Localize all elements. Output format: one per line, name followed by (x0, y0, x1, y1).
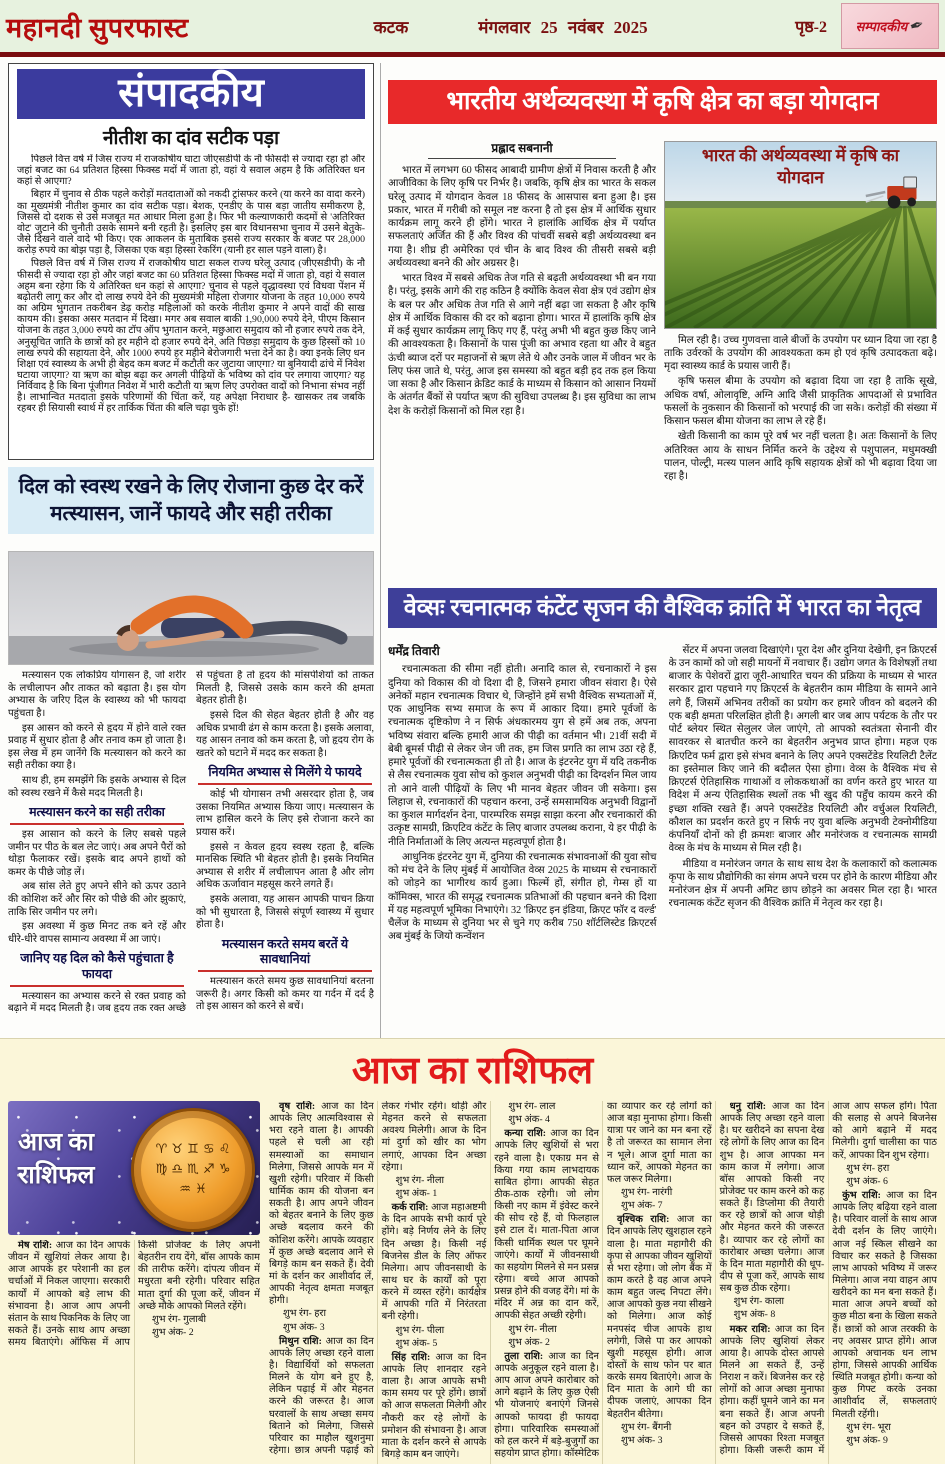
rashi-lucky-color: शुभ रंग- पीला (395, 1324, 445, 1336)
agri-left-text (388, 164, 656, 418)
zodiac-glyphs: ♈ ♉ ♊ ♋ ♌ ♍ ♎ ♏ ♐ ♑ ♒ ♓ (155, 1141, 231, 1198)
yoga-regular-benefit (196, 789, 374, 932)
agri-left-column (388, 141, 656, 581)
rashi-text (382, 1202, 487, 1323)
waves-article (388, 588, 937, 1039)
waves-paragraph: मीडिया व मनोरंजन जगत के साथ साथ देश के कलाकारों को कलात्मक कृपा के साथ प्रौद्योगिकी का संगम अपने चरम पर होने के कारण मीडिया और मनोरंजन क्षेत्र में अपनी अमिट छाप छोड़ने का अवसर मिल रहा है। भारत रचनात्मक कंटेंट सृजन की वैश्विक क्रांति में नेतृत्व कर रहा है। (668, 858, 937, 910)
yoga-subhead-heart: जानिए यह दिल को कैसे पहुंचाता है फायदा (10, 951, 184, 987)
rashi-lucky-color: शुभ रंग- लाल (508, 1101, 556, 1112)
waves-paragraph: सेंटर में अपना जलवा दिखाएंगे। पूरा देश और दुनिया देखेगी, इन क्रिएटर्स के उन कामों को जो सही मायनों में नवाचार हैं। उद्योग जगत के विशेषज्ञों तथा बाजार के पेशेवरों द्वारा जूरी-आधारित चयन की प्रक्रिया के माध्यम से भारत सरकार द्वारा पहचाने गए क्रिएटर्स के बेहतरीन काम मीडिया के सामने आने लगे हैं, जिसमें अभिनव तरीकों का प्रयोग कर हमारे जीवन को बदलने की एक बड़ी क्षमता परिलक्षित होती है। अगली बार जब आप पर्यटक के तौर पर पोर्ट ब्लेयर स्थित सेलुलर जेल जाएंगे, तो आपको स्वतंत्रता सेनानी वीर सावरकर से बातचीत करने का बेहतरीन अनुभव प्राप्त होगा। महज एक क्रिएटिव फर्म द्वारा इसे संभव बनाने के लिए अपने एक्सटेंडेड रियलिटी टैलेंट का इस्तेमाल किए जाने की बदौलत ऐसा होगा। वेव्स के वैश्विक मंच से क्रिएटर्स ऐतिहासिक गाथाओं व लोककथाओं का वर्णन करते हुए भारत या विदेश में अन्य ऐतिहासिक स्थलों तक भी खुद की पहुँच कायम करने की इच्छा शक्ति रखते हैं। अपने एक्सटेंडेड रियलिटी और वर्चुअल रियलिटी, कौशल का प्रदर्शन करते हुए न सिर्फ नए युवा बल्कि अनुभवी टेक्नोमीडिया कंपनियाँ दोनों को ही क्रमशः बाजार और मनोरंजक व रचनात्मक सामग्री वेव्स के मंच के माध्यम से मिल रही है। (668, 644, 937, 855)
rashi-sign: वृष राशि: (279, 1101, 316, 1112)
zodiac-wheel-icon (131, 1108, 255, 1232)
agriculture-article (388, 80, 937, 581)
masthead-dateline: मंगलवार 25 नवंबर 2025 (478, 17, 648, 37)
rashi-lucky-number: शुभ अंक- 6 (846, 1175, 888, 1187)
agri-paragraph: भारत विश्व में सबसे अधिक तेज गति से बढ़ती अर्थव्यवस्था भी बन गया है। परंतु, इसके आगे की राह कठिन है क्योंकि केवल सेवा क्षेत्र एवं उद्योग क्षेत्र के बल पर और अधिक तेज गति से आगे नहीं बढ़ा जा सकता है और कृषि क्षेत्र में आर्थिक विकास की दर को बढ़ाना होगा। भारत में हालांकि कृषि क्षेत्र में कई सुधार कार्यक्रम लागू किए गए हैं, परंतु अभी भी बहुत कुछ किए जाने की आवश्यकता है। किसानों के पास पूंजी का अभाव रहता था और वे बहुत ऊंची ब्याज दरों पर महाजनों से ऋण लेते थे और उनके जाल में जीवन भर के लिए फंस जाते थे, परंतु, आज इस समस्या को बहुत बड़ी हद तक हल किया जा सका है और किसान क्रेडिट कार्ड के माध्यम से किसान को आसान नियमों के अंतर्गत बैंकों से पर्याप्त ऋण की सुविधा उपलब्ध है। इस सुविधा का लाभ देश के करोड़ों किसानों को मिल रहा है। (388, 273, 656, 417)
corner-badge-label: सम्पादकीय (855, 19, 908, 34)
agri-body (388, 141, 937, 581)
rashi-lucky-number: शुभ अंक- 2 (152, 1326, 194, 1338)
rashi-body: आज का दिन आपके लिए शानदार रहने वाला है। आज आपके सभी काम समय पर पूरे होंगे। छात्रों को आज सफलता मिलेगी और नौकरी कर रहे लोगों के प्रमोशन की संभावना है। आज माता के दर्शन करने से आपके बिगड़े काम बन जाएंगे। (381, 1351, 487, 1460)
editorial-body (17, 154, 365, 442)
rashi-text (269, 1101, 374, 1307)
waves-paragraph: रचनात्मकता की सीमा नहीं होती। अनादि काल से, रचनाकारों ने इस दुनिया को विकास की वो दिशा दी है, जिसने हमारा जीवन संवारा है। ऐसे अनेकों महान रचनात्मक विचार थे, जिन्होंने हमें सभी वैश्विक सभ्यताओं में, एक आधुनिक सभ्य समाज के रूप में आकार दिया। हमारे पूर्वजों के रचनात्मक दृष्टिकोण ने न सिर्फ अंधकारमय युग से हमें अब तक, अपना भविष्य संवारा बल्कि हमारी आज की पीढ़ी का वर्तमान भी। 21वीं सदी में बेबी बूमर्स पीढ़ी से लेकर जेन जी तक, हम जिस प्रगति का लाभ उठा रहे हैं, हमारे पूर्वजों की रचनात्मकता ही तो है। आज के इंटरनेट युग में यदि तकनीक से लैस रचनात्मक युवा सोच को कुशल अनुभवी पीढ़ी का दिग्दर्शन मिल जाय तो आने वाली पीढ़ियों के लिए भी मानव बेहतर जीवन जी सकेगा। इस लिहाज से, रचनाकारों की पहचान करना, उन्हें समसामयिक अनुभवी विद्वानों का कुशल मार्गदर्शन देना, पारम्परिक समझ साझा करना और रचनाकारों की उत्कृष्ट सामग्री, क्रिएटिव कंटेंट के लिए बाजार उपलब्ध कराना, ये हर पीढ़ी के नीति निर्माताओं के लिए अत्यन्त महत्वपूर्ण होता है। (388, 664, 657, 848)
rashi-body: आज का दिन आपके लिए अच्छा रहने वाला है। घर खरीदने का सपना देख रहे लोगों के लिए आज का दिन शुभ है। आज आपका मन काम काज में लगेगा। आज बॉस आपको किसी नए प्रोजेक्ट पर काम करने को कह सकते हैं। डिप्लोमा की तैयारी कर रहे छात्रों को आज थोड़ी और मेहनत करने की जरूरत है। व्यापार कर रहे लोगों का कारोबार अच्छा चलेगा। आज के दिन माता महागौरी की धूप-दीप से पूजा करें, आपके साथ सब कुछ ठीक रहेगा। (719, 1101, 825, 1295)
rashi-entry (382, 1202, 487, 1350)
yoga-paragraph: मत्स्यासन का अभ्यास करने से रक्त प्रवाह को बढ़ाने में मदद मिलती है। जब हृदय तक रक्त अच्छे से पहुंचता है तो हृदय की मांसपेशियों को ताकत मिलती है, जिससे उसके काम करने की क्षमता बेहतर होती है। (8, 670, 374, 1015)
rashi-body: आज का दिन आपके लिए खुशहाल रहने वाला है। माता महागौरी की कृपा से आपका जीवन खुशियों से भरा रहेगा। जो लोग बैंक में काम करते है वह आज अपने काम बहुत जल्द निपटा लेंगे। आज आपको कुछ नया सीखने को मिलेगा। आज कोई मनपसंद चीज आपके हाथ लगेगी, जिसे पा कर आपको खुशी महसूस होगी। आज दोस्तों के साथ फोन पर बात करके समय बिताएंगे। आज के दिन माता के आगे घी का दीपक जलाएं, आपका दिन बेहतरीन बीतेगा। (606, 1214, 712, 1420)
horoscope-image-title-line1: आज का (18, 1129, 95, 1156)
rashi-entry (720, 1101, 825, 1322)
paper-name: महानदी सुपरफास्ट (6, 12, 189, 43)
yoga-paragraph: अब सांस लेते हुए अपने सीने को ऊपर उठाने की कोशिश करें और सिर को पीछे की ओर झुकाएं, ताकि सिर जमीन पर लगे। (8, 881, 186, 918)
yoga-paragraph: इससे दिल की सेहत बेहतर होती है और वह अधिक प्रभावी ढंग से काम करता है। इसके अलावा, यह आसन तनाव को कम करता है, जो हृदय रोग के खतरे को घटाने में मदद कर सकता है। (196, 710, 374, 759)
yoga-paragraph: इससे न केवल हृदय स्वस्थ रहता है, बल्कि मानसिक स्थिति भी बेहतर होती है। इसके नियमित अभ्यास से शरीर में लचीलापन आता है और लोग अधिक ऊर्जावान महसूस करने लगते हैं। (196, 841, 374, 891)
yoga-intro (8, 670, 186, 800)
editorial-section-banner (17, 69, 365, 119)
yoga-pose-image (8, 551, 374, 665)
rashi-lucky-number: शुभ अंक- 1 (395, 1187, 438, 1199)
farm-image-caption: भारत की अर्थव्यवस्था में कृषि का योगदान (701, 145, 900, 187)
rashi-lucky-color: शुभ रंग- भूरा (846, 1421, 891, 1433)
horoscope-left-column (8, 1101, 260, 1464)
quill-icon: ✒ (907, 14, 927, 37)
masthead-page-number: पृष्ठ-2 (795, 19, 827, 36)
horoscope-first-entry (8, 1240, 260, 1464)
right-column (380, 63, 937, 1038)
rashi-sign: मकर राशि: (729, 1323, 771, 1335)
waves-paragraph: आधुनिक इंटरनेट युग में, दुनिया की रचनात्मक संभावनाओं की युवा सोच को मंच देने के लिए मुंबई में आयोजित वेव्स 2025 के माध्यम से रचनाकारों को जोड़ने का भागीरथ कार्य हुआ। फिल्में हों, संगीत हो, गेम्स हों या कॉमिक्स, भारत की समृद्ध रचनात्मक प्रतिभाओं की पहचान बनने की दिशा में यह महत्वपूर्ण भूमिका निभाएंगे। 32 'क्रिएट इन इंडिया, क्रिएट फॉर द वर्ल्ड' चैलेंज के माध्यम से दुनिया भर से चुने गए करीब 750 शॉर्टलिस्टेड क्रिएटर्स अब मुंबई के जियो कन्वेंशन (388, 851, 657, 943)
yoga-paragraph: मत्स्यासन करते समय कुछ सावधानियां बरतना जरूरी है। अगर किसी को कमर या गर्दन में दर्द है तो इस आसन को करने से बचें। (196, 976, 374, 1013)
rashi-text (494, 1128, 599, 1322)
rashi-sign: कन्या राशि: (504, 1128, 547, 1140)
rashi-text (382, 1352, 487, 1461)
editorial-paragraph: पिछले वित्त वर्ष में जिस राज्य में राजकोषीय घाटा जीएसडीपी के नौ फीसदी से ज्यादा रहा हो और जहां बजट का 64 प्रतिशत हिस्सा फिक्स्ड मदों में जाता हो, वहां ये सवाल अहम है कि अतिरिक्त धन कहां से आएगा? (17, 154, 365, 188)
rashi-lucky-number: शुभ अंक- 3 (620, 1434, 663, 1446)
waves-byline: धर्मेंद्र तिवारी (388, 643, 440, 658)
rashi-sign: तुला राशि: (504, 1350, 544, 1362)
yoga-headline: दिल को स्वस्थ रखने के लिए रोजाना कुछ देर करें मत्स्यासन, जानें फायदे और सही तरीका (8, 467, 374, 534)
horoscope-section (0, 1038, 945, 1464)
rashi-body: आज का दिन आपके लिए आत्मविश्वास से भरा रहने वाला है। आपकी पहले से चली आ रही समस्याओं का समाधान मिलेगा, जिससे आपके मन में खुशी रहेगी। परिवार में किसी धार्मिक काम की योजना बन सकती है। आप अपने जीवन को बेहतर बनाने के लिए कुछ अच्छे बदलाव करने की कोशिश करेंगे। आपके व्यवहार में कुछ अच्छे बदलाव आने से बिगड़े काम बन सकते हैं। देवी मां के दर्शन कर आशीर्वाद लें, आपकी नेतृत्व क्षमता मजबूत होगी। (269, 1101, 374, 1307)
rashi-lucky-color: शुभ रंग- गुलाबी (152, 1313, 207, 1325)
rashi-body: आज महाअष्टमी के दिन आपके सभी कार्य पूरे होंगे। बड़े निर्णय लेने के लिए दिन अच्छा है। किसी नई बिजनेस डील के लिए ऑफर मिलेगा। आप जीवनसाथी के साथ घर के कार्यों को पूरा करने में व्यस्त रहेंगे। कार्यक्षेत्र में आपकी गति में निरंतरता बनी रहेगी। (381, 1202, 487, 1323)
rashi-entry (494, 1128, 599, 1349)
yoga-article (8, 467, 374, 1028)
yoga-paragraph: मत्स्यासन एक लोकप्रिय योगासन है, जो शरीर के लचीलापन और ताकत को बढ़ाता है। इस योग अभ्यास के जरिए दिल के स्वास्थ्य को भी फायदा पहुंचता है। (8, 670, 186, 720)
main-content (0, 57, 945, 1038)
rashi-entry (832, 1190, 937, 1447)
yoga-paragraph: इस आसन को करने से हृदय में होने वाले रक्त प्रवाह में सुधार होता है और तनाव कम हो जाता है। इस लेख में हम जानेंगे कि मत्स्यासन को करने का सही तरीका क्या है। (8, 722, 186, 772)
horoscope-image-title (18, 1127, 94, 1192)
rashi-sign: कर्क राशि: (391, 1202, 429, 1214)
waves-column-2 (669, 644, 938, 1038)
agri-right-text (664, 334, 937, 576)
rashi-lucky-color: शुभ रंग- हरा (283, 1308, 326, 1320)
rashi-text (607, 1214, 712, 1420)
horoscope-entries (269, 1101, 937, 1464)
editorial-corner-badge (841, 3, 939, 49)
rashi-sign: धनु राशि: (729, 1101, 767, 1112)
yoga-paragraph: इस आसान को करने के लिए सबसे पहले जमीन पर पीठ के बल लेट जाएं। अब अपने पैरों को थोड़ा फैलाकर रखें। इसके बाद अपने हाथों को कमर के पीछे जोड़ लें। (8, 828, 186, 878)
waves-body (388, 644, 937, 1038)
agri-paragraph: कृषि फसल बीमा के उपयोग को बढ़ावा दिया जा रहा है ताकि सूखे, अधिक वर्षा, ओलावृष्टि, अग्नि आदि जैसी प्राकृतिक आपदाओं से प्रभावित फसलों के नुकसान की किसानों को भरपाई की जा सके। करोड़ों की संख्या में किसान फसल बीमा योजना का लाभ ले रहे हैं। (664, 376, 937, 427)
yoga-paragraph: कोई भी योगासन तभी असरदार होता है, जब उसका नियमित अभ्यास किया जाए। मत्स्यासन के लाभ हासिल करने के लिए इसे रोजाना करने का प्रयास करें। (196, 789, 374, 838)
rashi-lucky-color: शुभ रंग- नीला (508, 1323, 557, 1335)
editorial-article (8, 63, 374, 460)
agri-right-column (664, 141, 937, 581)
rashi-text (832, 1190, 937, 1421)
yoga-paragraph: इसके अलावा, यह आसन आपकी पाचन क्रिया को भी सुधारता है, जिससे संपूर्ण स्वास्थ्य में सुधार होता है। (196, 893, 374, 931)
rashi-lucky-color: शुभ रंग- बैंगनी (620, 1421, 672, 1433)
horoscope-body (8, 1101, 937, 1464)
rashi-entry (607, 1214, 712, 1447)
rashi-body: आज का दिन आपके लिए खुशियां लेकर आया है। आपके दोस्त आपसे मिलने आ सकते हैं, उन्हें निराश न करें। बिजनेस कर रहे लोगों को आज अच्छा मुनाफा होगा। कहीं घूमने जाने का मन बना सकते हैं। आज अपनी बहन को उपहार दे सकते हैं, जिससे आपका रिश्ता मजबूत होगा। किसी जरूरी काम में आज आप सफल होंगे। पिता की सलाह से अपने बिजनेस को आगे बढ़ाने में मदद मिलेगी। दुर्गा चालीसा का पाठ करें, आपका दिन शुभ रहेगा। (719, 1101, 937, 1456)
horoscope-image-title-line2: राशिफल (18, 1161, 95, 1189)
rashi-body: आज का दिन आपके लिए बढ़िया रहने वाला है। परिवार वालों के साथ आज देवी दर्शन के लिए जाएंगे। आज नई स्किल सीखने का विचार कर सकते है जिसका लाभ आपको भविष्य में जरूर मिलेगा। आज नया वाहन आप खरीदने का मन बना सकते हैं। माता आज अपने बच्चों को कुछ मीठा बना के खिला सकते हैं। छात्रों को आज तरक्की के नए अवसर प्राप्त होंगे। आज आपको अचानक धन लाभ होगा, जिससे आपकी आर्थिक स्थिति मजबूत होगी। कन्या को कुछ गिफ्ट करके उनका आशीर्वाद लें, सफलताएं मिलती रहेंगी। (832, 1189, 937, 1420)
rashi-sign: मिथुन राशि: (279, 1335, 322, 1347)
rashi-lucky-number: शुभ अंक- 4 (508, 1114, 550, 1126)
rashi-sign: मेष राशि: (18, 1240, 53, 1251)
editorial-paragraph: पिछले वित्त वर्ष में जिस राज्य में राजकोषीय घाटा सकल राज्य घरेलू उत्पाद (जीएसडीपी) के नौ फीसदी से ज्यादा रहा हो और जहां बजट का 60 प्रतिशत हिस्सा फिक्स्ड मदों में जाता हो, वहां ये सवाल अहम बना रहेगा कि ये अतिरिक्त धन कहां से आएगा? चुनाव से पहले वृद्धावस्था एवं विधवा पेंशन में बढ़ोतरी लागू कर और दो लाख रुपये देने की मुख्यमंत्री महिला रोजगार योजना के तहत 10,000 रुपये का अग्रिम भुगतान तकरीबन डेढ़ करोड़ महिलाओं को करके नीतीश कुमार ने अपने वादों की साख कायम की। इसका असर मतदान में दिखा। मगर अब सवाल बाकी 1,90,000 रुपये देने, पीएम किसान योजना के तहत 3,000 रुपये का टॉप ऑप भुगतान करने, मछुआरा समुदाय को नौ हजार रुपये तक देने, अनुसूचित जाति के छात्रों को हर महीने दो हजार रुपये देने, अति पिछड़ा समुदाय के कुछ हिस्सों को 10 लाख रुपये की सहायता देने, और 1000 रुपये हर महीने बेरोजगारी भत्ता देने का है। क्या इनके लिए धन शिक्षा एवं स्वास्थ्य के अभी ही बेहद कम बजट में कटौती कर जुटाया जाएगा? या बुनियादी ढांचे में निवेश घटाया जाएगा? या ऋण का बोझ बढ़ा कर अगली पीढ़ियों के भविष्य को दांव पर लगाया जाएगा? यह निर्विवाद है कि बिना पूंजीगत निवेश में भारी कटौती या ऋण लिए उपरोक्त वादों को निभाना संभव नहीं है। लाभान्वित मतदाता इसके परिणामों की चिंता करें, यह अपेक्षा निराधार है- खासकर तब जबकि रहबर ही सियासी स्वार्थ में हर तार्किक चिंता की बलि चढ़ा चुके हों! (17, 258, 365, 415)
rashi-lucky-color: शुभ रंग- काला (733, 1296, 785, 1308)
horoscope-banner-image (8, 1101, 260, 1235)
yoga-subhead-regular: नियमित अभ्यास से मिलेंगे ये फायदे (198, 765, 372, 785)
rashi-lucky-number: शुभ अंक- 8 (733, 1309, 776, 1321)
rashi-sign: सिंह राशि: (391, 1351, 431, 1363)
yoga-body (8, 670, 374, 1028)
yoga-method (8, 829, 186, 946)
yoga-paragraph: साथ ही, हम समझेंगे कि इसके अभ्यास से दिल को स्वस्थ रखने में कैसे मदद मिलती है। (8, 775, 186, 799)
masthead (0, 0, 945, 57)
yoga-pose-illustration (9, 552, 373, 664)
agri-headline: भारतीय अर्थव्यवस्था में कृषि क्षेत्र का बड़ा योगदान (388, 80, 937, 124)
agri-paragraph: खेती किसानी का काम पूरे वर्ष भर नहीं चलता है। अतः किसानों के लिए अतिरिक्त आय के साधन निर्मित करने के उद्देश्य से पशुपालन, मधुमक्खी पालन, पोल्ट्री, मत्स्य पालन आदि कृषि सहायक क्षेत्रों को भी बढ़ावा दिया जा रहा है। (664, 431, 937, 482)
rashi-body: आज का दिन आपके लिए खुशियों से भरा रहने वाला है। एकाग्र मन से किया गया काम लाभदायक साबित होगा। आपकी सेहत ठीक-ठाक रहेगी। जो लोग किसी नए काम में इंवेस्ट करने की सोच रहे हैं, वो फिलहाल इसे टाल दें। माता-पिता आज किसी धार्मिक स्थल पर घूमने जाएंगे। कार्यों में जीवनसाथी का सहयोग मिलने से मन प्रसन्न रहेगा। बच्चे आज आपको प्रसन्न होने की वजह देंगे। मां के मंदिर में अन्न का दान करें, आपकी सेहत अच्छी रहेगी। (494, 1128, 599, 1322)
agri-byline: प्रह्लाद सबनानी (428, 141, 616, 160)
rashi-lucky-number: शुभ अंक- 9 (846, 1434, 888, 1446)
yoga-subhead-caution: मत्स्यासन करते समय बरतें ये सावधानियां (198, 937, 372, 973)
waves-headline: वेव्सः रचनात्मक कंटेंट सृजन की वैश्विक क्रांति में भारत का नेतृत्व (388, 588, 937, 629)
agri-paragraph: भारत में लगभग 60 फीसद आबादी ग्रामीण क्षेत्रों में निवास करती है और आजीविका के लिए कृषि पर निर्भर है। जबकि, कृषि क्षेत्र का भारत के सकल घरेलू उत्पाद में योगदान केवल 18 फीसद के आसपास बना हुआ है। इस प्रकार, भारत में गरीबी को समूल नष्ट करना है तो इस क्षेत्र में आर्थिक सुधार कार्यक्रम लागू करने ही होंगे। भारत ने हालांकि आर्थिक क्षेत्र में पर्याप्त सफलताएं अर्जित की हैं और विश्व की पांचवीं सबसे बड़ी अर्थव्यवस्था बन गया है। शीघ्र ही अमेरिका एवं चीन के बाद विश्व की तीसरी सबसे बड़ी अर्थव्यवस्था बनने की ओर अग्रसर है। (388, 165, 656, 269)
rashi-lucky-number: शुभ अंक- 5 (395, 1337, 438, 1349)
rashi-entry (269, 1101, 374, 1334)
editorial-section-title: संप‍ादकीय (118, 70, 264, 115)
waves-column-1 (388, 644, 657, 1038)
horoscope-title: आज का राशिफल (351, 1050, 594, 1092)
farm-field-image (664, 141, 937, 329)
rashi-body: आज का दिन आपके लिए अच्छा रहने वाला है। विद्यार्थियों को सफलता मिलने के योग बने हुए है, लेकिन पढ़ाई में और मेहनत करने की जरूरत है। आज घरवालों के साथ अच्छा समय बिताने को मिलेगा, जिससे परिवार का माहौल खुशनुमा रहेगा। छात्र अपनी पढ़ाई को लेकर गंभीर रहेंगे। थोड़ी और मेहनत करने से सफलता अवश्य मिलेगी। आज के दिन मां दुर्गा को खीर का भोग लगाएं, आपका दिन अच्छा रहेगा। (269, 1101, 487, 1456)
editorial-headline: नीतीश का दांव सटीक पड़ा (102, 128, 280, 149)
rashi-lucky-number: शुभ अंक- 3 (283, 1321, 325, 1333)
rashi-lucky-color: शुभ रंग- नीला (395, 1174, 445, 1186)
left-column (8, 63, 380, 1038)
rashi-lucky-color: शुभ रंग- हरा (846, 1162, 890, 1174)
editorial-paragraph: बिहार में चुनाव से ठीक पहले करोड़ों मतदाताओं को नकदी ट्रांसफर करने (या करने का वादा करने) का मुख्यमंत्री नीतीश कुमार का दांव सटीक पड़ा। बेशक, एनडीए के पास बड़ा जातीय समीकरण है, जिससे दो दशक से उसे मजबूत मत आधार मिला हुआ है। फिर भी कल्याणकारी कदमों से 'अतिरिक्त वोट' जुटाने की चुनौती उसके सामने बनी रहती है। इसलिए इस बार विधानसभा चुनाव में उसने बेतुके-जैसे दिखने वाले वादे भी किए। एक आकलन के मुताबिक इससे राज्य सरकार के बजट पर 28,000 करोड़ रुपये का बोझ पड़ा है, जिसका एक बड़ा हिस्सा रेकरिंग (यानी हर साल पड़ने वाला) है। (17, 189, 365, 257)
rashi-sign: वृश्चिक राशि: (616, 1214, 670, 1226)
waves-col1-text (388, 663, 657, 943)
rashi-body: आज का दिन आपके अनुकूल रहने वाला है। आप आज अपने कारोबार को आगे बढ़ाने के लिए कुछ ऐसी भी योजनाएं बनाएंगे जिनसे आपको फायदा ही फायदा होगा। पारिवारिक समस्याओं को हल करने में बड़े-बुजुर्गों का सहयोग प्राप्त होगा। कॉस्मेटिक का व्यापार कर रहे लोगों को आज बड़ा मुनाफा होगा। किसी यात्रा पर जाने का मन बना रहें है तो जरूरत का सामान लेना न भूले। आज दुर्गा माता का ध्यान करें, आपको मेहनत का फल जरूर मिलेगा। (494, 1101, 712, 1459)
rashi-text (720, 1101, 825, 1295)
yoga-paragraph: इस अवस्था में कुछ मिनट तक बने रहें और धीरे-धीरे वापस सामान्य अवस्था में आ जाएं। (8, 921, 186, 945)
yoga-subhead-method: मत्स्यासन करने का सही तरीका (10, 805, 184, 825)
rashi-sign: कुंभ राशि: (842, 1189, 881, 1201)
rashi-body: आज का दिन आपके जीवन में खुशियां लेकर आया है। आज आपके हर परेशानी का हल चर्चाओं में निकल जाएगा। सरकारी कार्यों में आपको बड़े लाभ की संभावना है। आज आप अपनी संतान के साथ पिकनिक के लिए जा सकते हैं। उनके साथ आप अच्छा समय बिताएंगे। ऑफिस में आप किसी प्रोजेक्ट के लिए अपनी बेहतरीन राय देंगे, बॉस आपके काम की तारीफ करेंगे। दांपत्य जीवन में मधुरता बनी रहेगी। परिवार सहित माता दुर्गा की पूजा करें, जीवन में अच्छे मौके आपको मिलते रहेंगे। (8, 1240, 260, 1349)
rashi-lucky-number: शुभ अंक- 7 (620, 1200, 663, 1212)
agri-paragraph: मिल रही है। उच्च गुणवत्ता वाले बीजों के उपयोग पर ध्यान दिया जा रहा है ताकि उर्वरकों के उपयोग की आवश्यकता कम हो एवं कृषि उत्पादकता बढ़े। मृदा स्वास्थ्य कार्ड के प्रयास जारी हैं। (664, 334, 937, 372)
rashi-lucky-color: शुभ रंग- नारंगी (620, 1186, 673, 1198)
rashi-lucky-number: शुभ अंक- 2 (508, 1336, 550, 1348)
masthead-city: कटक (373, 17, 409, 37)
